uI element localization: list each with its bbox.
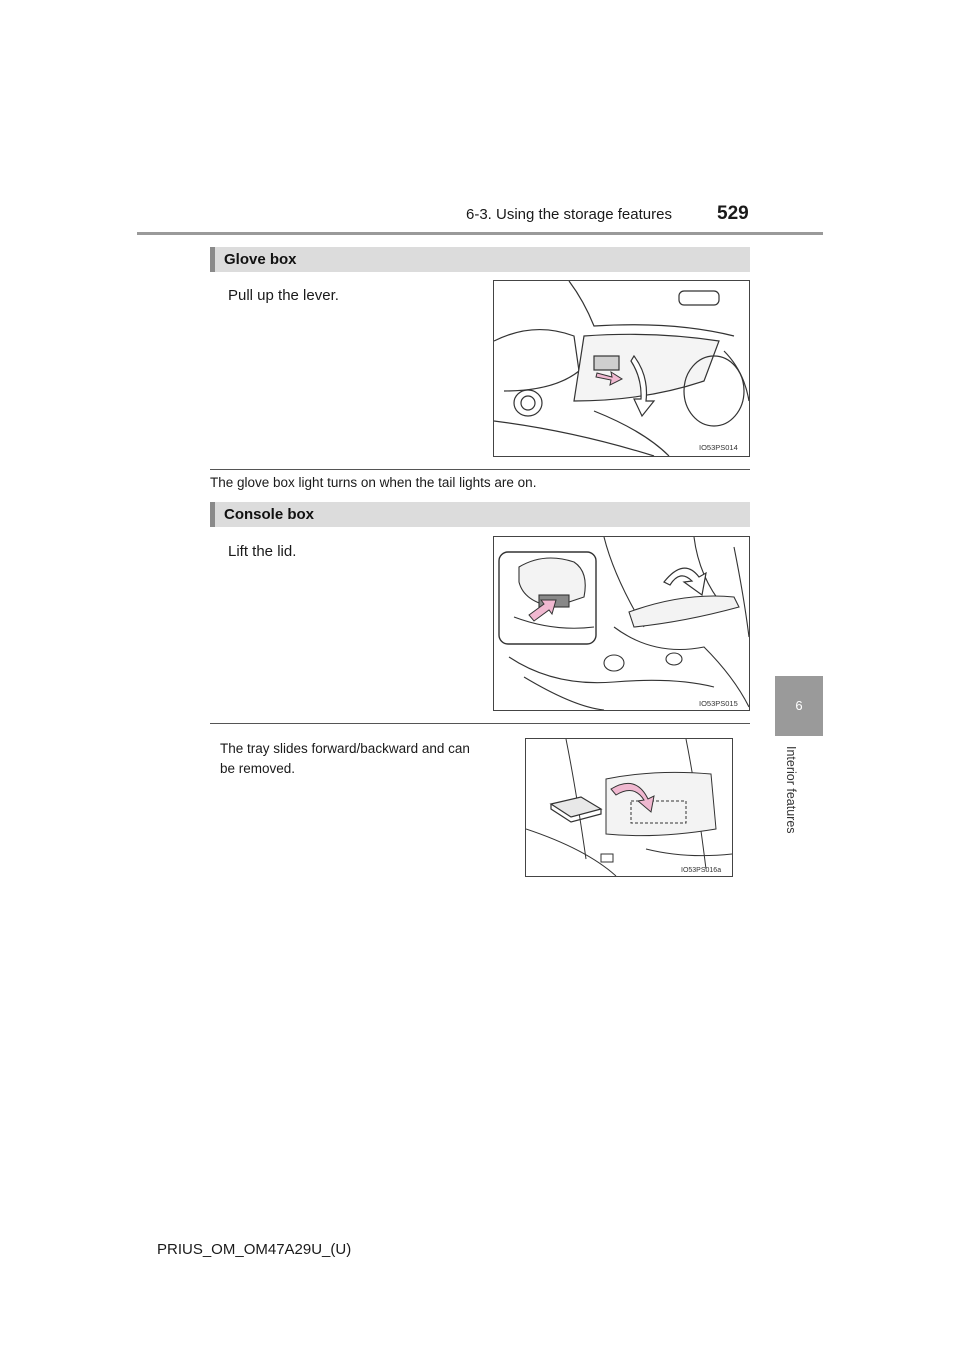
glove-box-figure-code: IO53PS014 [699, 443, 738, 452]
glove-box-figure [493, 280, 750, 457]
page-number: 529 [717, 203, 749, 224]
console-box-note-rule [210, 723, 750, 724]
glove-box-illustration [494, 281, 749, 456]
console-box-heading-label: Console box [224, 506, 315, 523]
tray-illustration [526, 739, 732, 876]
console-box-instruction: Lift the lid. [228, 543, 297, 560]
glove-box-instruction: Pull up the lever. [228, 287, 339, 304]
console-box-heading [210, 502, 750, 527]
console-box-figure-code: IO53PS015 [699, 699, 738, 708]
chapter-tab: 6 [775, 676, 823, 736]
chapter-title: Interior features [784, 746, 798, 834]
tray-note-line2: be removed. [220, 761, 296, 776]
glove-box-heading-label: Glove box [224, 251, 297, 268]
glove-box-note-rule [210, 469, 750, 470]
console-box-illustration [494, 537, 749, 710]
header-rule [137, 232, 823, 235]
glove-box-heading [210, 247, 750, 272]
tray-note-line1: The tray slides forward/backward and can [220, 741, 470, 756]
tray-figure-code: IO53PS016a [681, 867, 722, 874]
lift-lid-arrow [664, 568, 706, 595]
document-code: PRIUS_OM_OM47A29U_(U) [157, 1241, 352, 1258]
console-box-figure [493, 536, 750, 711]
glove-box-note: The glove box light turns on when the tail lights are on. [210, 475, 537, 490]
section-title: 6-3. Using the storage features [466, 206, 672, 223]
tray-figure [525, 738, 733, 877]
